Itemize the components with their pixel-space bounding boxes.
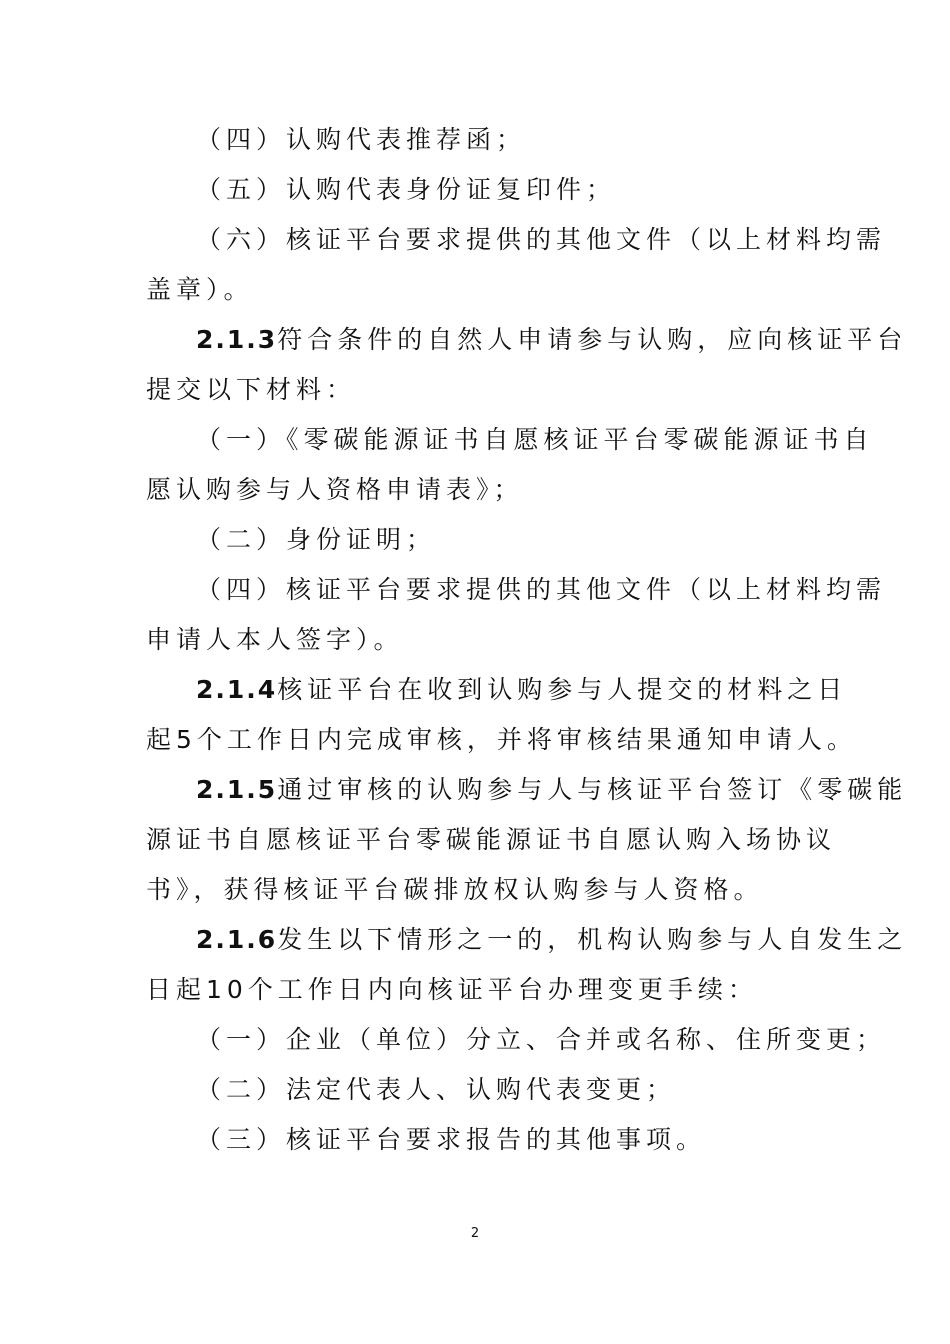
line-text: （二）身份证明； xyxy=(196,525,437,554)
line-text: （三）核证平台要求报告的其他事项。 xyxy=(196,1125,707,1154)
paragraph-line xyxy=(196,120,876,160)
line-text: （二）法定代表人、认购代表变更； xyxy=(196,1075,677,1104)
paragraph-line xyxy=(146,970,826,1010)
line-text: 提交以下材料： xyxy=(146,375,357,404)
line-text: 发生以下情形之一的，机构认购参与人自发生之 xyxy=(277,925,908,954)
paragraph-line xyxy=(196,570,887,610)
paragraph-line xyxy=(146,370,826,410)
line-text: 符合条件的自然人申请参与认购，应向核证平台 xyxy=(277,325,908,354)
paragraph-line xyxy=(146,870,826,910)
paragraph-line xyxy=(196,220,887,260)
section-number: 2.1.4 xyxy=(196,675,278,704)
line-text: （一）企业（单位）分立、合并或名称、住所变更； xyxy=(196,1025,887,1054)
paragraph-line xyxy=(196,770,908,810)
paragraph-line xyxy=(146,270,826,310)
line-text: （四）核证平台要求提供的其他文件（以上材料均需 xyxy=(196,575,887,604)
paragraph-line xyxy=(196,170,876,210)
line-text: （五）认购代表身份证复印件； xyxy=(196,175,617,204)
line-text: 核证平台在收到认购参与人提交的材料之日 xyxy=(277,675,848,704)
paragraph-line xyxy=(196,320,908,360)
paragraph-line xyxy=(196,520,876,560)
line-text: （一）《零碳能源证书自愿核证平台零碳能源证书自 xyxy=(196,425,874,454)
section-number: 2.1.5 xyxy=(196,775,278,804)
paragraph-line xyxy=(196,1070,876,1110)
paragraph-line xyxy=(146,620,826,660)
paragraph-line xyxy=(196,920,908,960)
paragraph-line xyxy=(146,820,837,860)
paragraph-line xyxy=(196,1120,876,1160)
line-text: （六）核证平台要求提供的其他文件（以上材料均需 xyxy=(196,225,887,254)
line-text: 书》，获得核证平台碳排放权认购参与人资格。 xyxy=(146,875,764,904)
page-number: 2 xyxy=(470,1226,480,1241)
paragraph-line xyxy=(146,720,857,760)
section-number: 2.1.6 xyxy=(196,925,278,954)
line-text: （四）认购代表推荐函； xyxy=(196,125,527,154)
paragraph-line xyxy=(146,470,826,510)
line-text: 源证书自愿核证平台零碳能源证书自愿认购入场协议 xyxy=(146,825,837,854)
paragraph-line xyxy=(196,1020,887,1060)
paragraph-line xyxy=(196,420,876,460)
paragraph-line xyxy=(196,670,876,710)
line-text: 日起10个工作日内向核证平台办理变更手续： xyxy=(146,975,758,1004)
line-text: 愿认购参与人资格申请表》； xyxy=(146,475,524,504)
line-text: 盖章）。 xyxy=(146,275,254,304)
line-text: 通过审核的认购参与人与核证平台签订《零碳能 xyxy=(277,775,908,804)
section-number: 2.1.3 xyxy=(196,325,278,354)
line-text: 申请人本人签字）。 xyxy=(146,625,404,654)
line-text: 起5个工作日内完成审核，并将审核结果通知申请人。 xyxy=(146,725,857,754)
